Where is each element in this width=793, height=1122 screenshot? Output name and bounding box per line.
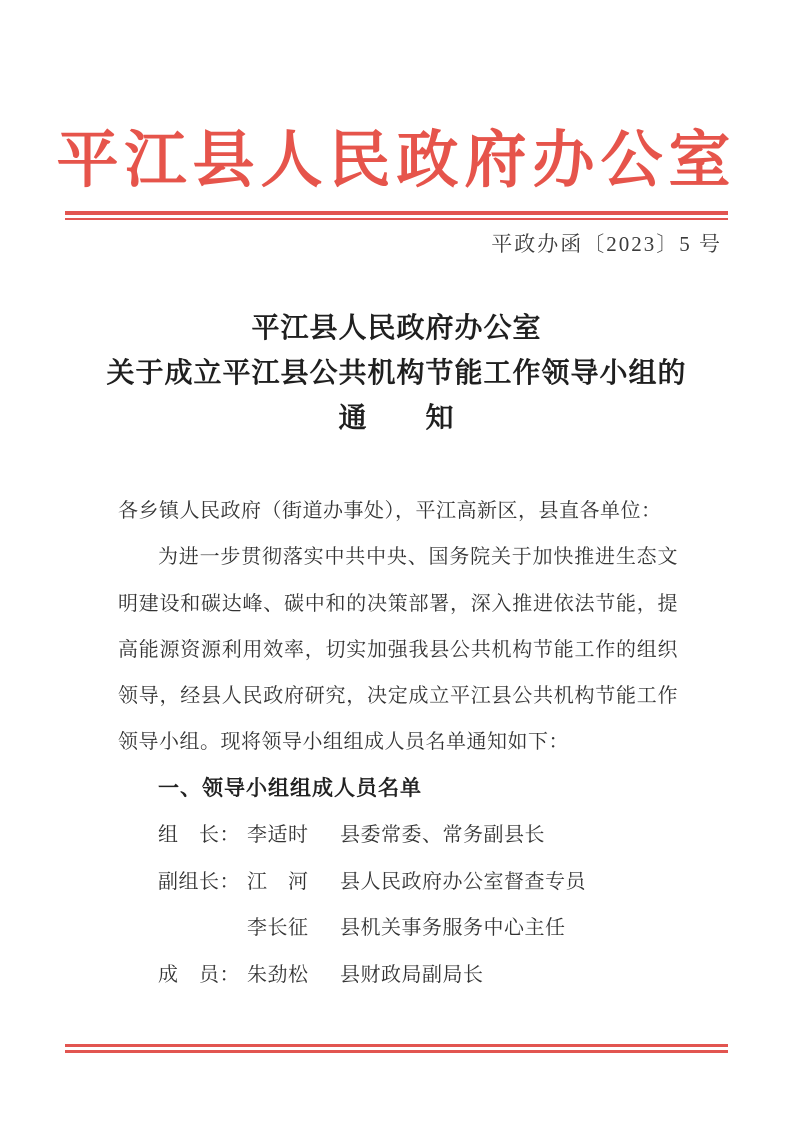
member-title: 县财政局副局长 [340, 963, 484, 986]
member-name: 江 河 [247, 870, 309, 893]
masthead-double-rule [65, 211, 728, 220]
member-row [158, 905, 678, 952]
member-name: 李长征 [247, 917, 309, 940]
document-number: 平政办函〔2023〕5 号 [491, 232, 722, 256]
body-line: 明建设和碳达峰、碳中和的决策部署，深入推进依法节能，提 [118, 592, 678, 615]
footer-double-rule [65, 1044, 728, 1053]
rule-line [65, 1050, 728, 1053]
notice-title-block [0, 306, 793, 441]
member-name: 李适时 [247, 824, 309, 847]
member-row [158, 859, 678, 906]
member-title: 县机关事务服务中心主任 [340, 917, 566, 940]
notice-body [118, 488, 678, 998]
member-role: 副组长： [158, 870, 240, 893]
member-role: 成 员： [158, 963, 240, 986]
member-row [158, 952, 678, 999]
salutation-line: 各乡镇人民政府（街道办事处），平江高新区，县直各单位： [118, 500, 662, 522]
body-line: 领导，经县人民政府研究，决定成立平江县公共机构节能工作 [118, 685, 678, 708]
body-line: 领导小组。现将领导小组组成人员名单通知如下： [118, 731, 569, 754]
member-title: 县委常委、常务副县长 [340, 824, 545, 847]
section-heading-roster: 一、领导小组组成人员名单 [158, 776, 422, 800]
rule-thin-line [65, 218, 728, 220]
member-row [158, 812, 678, 859]
notice-title-line3: 通 知 [338, 403, 455, 434]
leadership-roster [158, 812, 678, 998]
member-title: 县人民政府办公室督查专员 [340, 870, 586, 893]
notice-title-line2: 关于成立平江县公共机构节能工作领导小组的 [106, 358, 687, 389]
member-role: 组 长： [158, 824, 240, 847]
member-role [158, 905, 247, 952]
masthead-agency-name: 平江县人民政府办公室 [56, 127, 737, 195]
body-line: 为进一步贯彻落实中共中央、国务院关于加快推进生态文 [158, 546, 678, 569]
notice-title-line1: 平江县人民政府办公室 [251, 313, 542, 344]
body-line: 高能源资源利用效率，切实加强我县公共机构节能工作的组织 [118, 638, 678, 661]
member-name: 朱劲松 [247, 963, 309, 986]
